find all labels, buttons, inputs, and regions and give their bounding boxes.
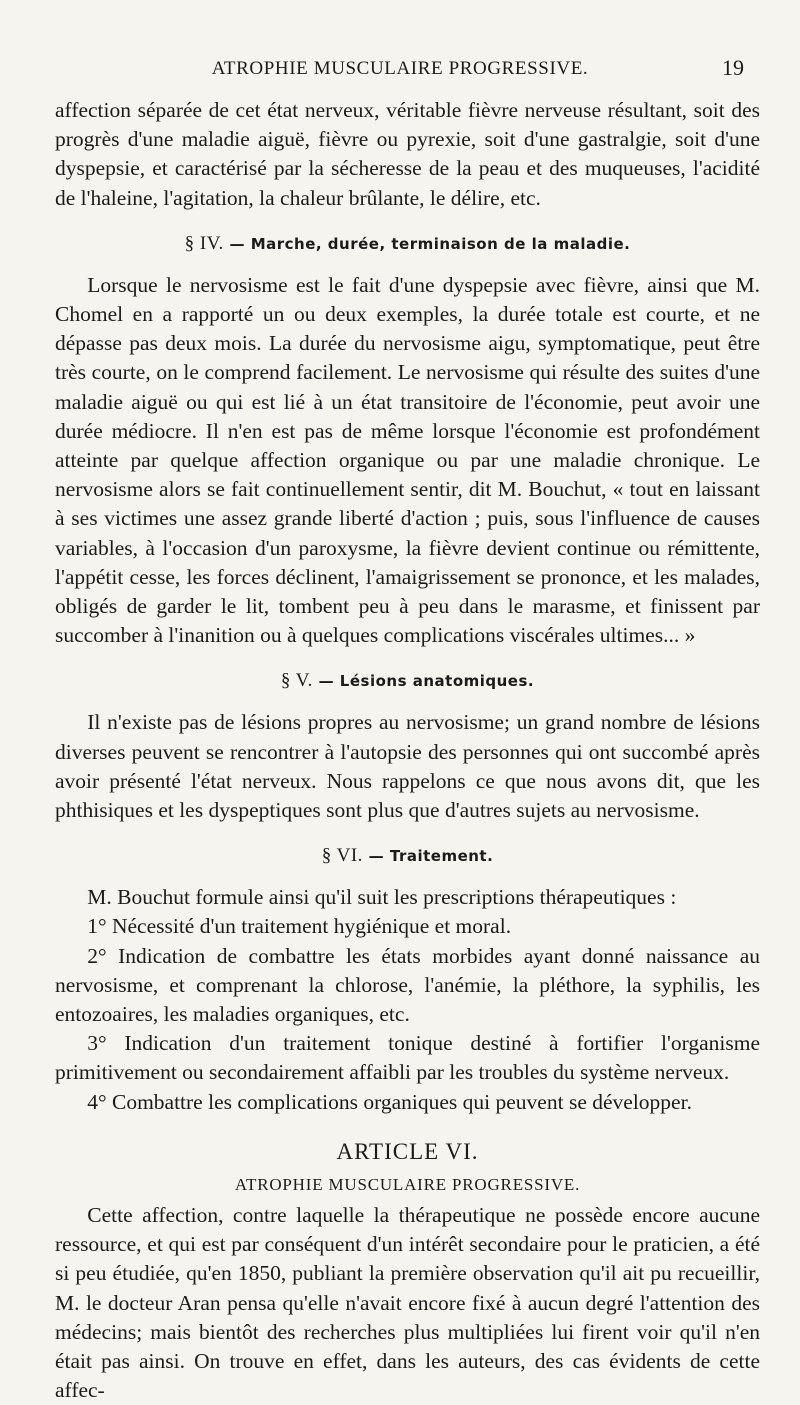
section-vi-intro: M. Bouchut formule ainsi qu'il suit les prescriptions thérapeutiques : xyxy=(87,885,677,910)
treatment-item-2: 2° Indication de combattre les états morbides ayant donné naissance au nervosisme, et comprenant la chlorose, l'anémie, la pléthore, la syphilis, les entozoaires, les maladies organiques, etc. xyxy=(55,943,760,1027)
article-paragraph: Cette affection, contre laquelle la thérapeutique ne possède encore aucune ressource, et qui est par conséquent d'un intérêt secondaire pour le praticien, a été si peu étudiée, qu'en 1850, publiant la première observation qu'il ait pu recueillir, M. le docteur Aran pensa qu'elle n'avait encore fixé à aucun degré l'attention des médecins; mais bientôt des recherches plus multipliées lui firent voir qu'il n'en était pas ainsi. On trouve en effet, dans les auteurs, des cas évidents de cette affec- xyxy=(55,1202,760,1403)
section-title: — Traitement. xyxy=(368,847,494,866)
section-v-paragraph: Il n'existe pas de lésions propres au nervosisme; un grand nombre de lésions diverses peuvent se rencontrer à l'autopsie des personnes qui ont succombé après avoir présenté l'état nerveux. Nous rappelons ce que nous avons dit, que les phthisiques et les dyspeptiques sont plus que d'autres sujets au nervosisme. xyxy=(55,710,760,823)
section-heading-iv xyxy=(55,233,760,255)
section-heading-vi xyxy=(55,845,760,867)
treatment-item-3: 3° Indication d'un traitement tonique destiné à fortifier l'organisme primitivement ou secondairement affaibli par les troubles du système nerveux. xyxy=(55,1031,760,1085)
section-heading-v xyxy=(55,670,760,692)
opening-paragraph: affection séparée de cet état nerveux, véritable fièvre nerveuse résultant, soit des progrès d'une maladie aiguë, fièvre ou pyrexie, soit d'une gastralgie, soit d'une dyspepsie, et caractérisé par la sécheresse de la peau et des muqueuses, l'acidité de l'haleine, l'agitation, la chaleur brûlante, le délire, etc. xyxy=(55,98,760,210)
section-number: § V. xyxy=(280,670,313,692)
section-title: — Lésions anatomiques. xyxy=(318,672,535,691)
article-heading: ARTICLE VI. xyxy=(336,1138,479,1164)
section-number: § IV. xyxy=(184,232,224,254)
treatment-item-4: 4° Combattre les complications organiques qui peuvent se développer. xyxy=(87,1089,692,1114)
section-iv-paragraph: Lorsque le nervosisme est le fait d'une dyspepsie avec fièvre, ainsi que M. Chomel en a rapporté un ou deux exemples, la durée totale est courte, et ne dépasse pas deux mois. La durée du nervosisme aigu, symptomatique, peut être très courte, on le comprend facilement. Le nervosisme qui résulte des suites d'une maladie aiguë ou qui est lié à un état transitoire de l'économie, peut avoir une durée médiocre. Il n'en est pas de même lorsque l'économie est profondément atteinte par quelque affection organique ou par une maladie chronique. Le nervosisme alors se fait continuellement sentir, dit M. Bouchut, « tout en laissant à ses victimes une assez grande liberté d'action ; puis, sous l'influence de causes variables, à l'occasion d'un paroxysme, la fièvre devient continue ou rémittente, l'appétit cesse, les forces déclinent, l'amaigrissement se prononce, et les malades, obligés de garder le lit, tombent peu à peu dans le marasme, et finissent par succomber à l'inanition ou à quelques complications viscérales ultimes... » xyxy=(55,272,760,648)
treatment-item-1: 1° Nécessité d'un traitement hygiénique et moral. xyxy=(87,914,512,939)
article-subtitle: ATROPHIE MUSCULAIRE PROGRESSIVE. xyxy=(234,1174,581,1194)
section-number: § VI. xyxy=(321,845,363,867)
body-text xyxy=(55,96,760,1405)
section-title: — Marche, durée, terminaison de la maladie. xyxy=(229,234,631,253)
running-header: ATROPHIE MUSCULAIRE PROGRESSIVE. xyxy=(211,58,589,79)
page-number: 19 xyxy=(722,55,744,80)
